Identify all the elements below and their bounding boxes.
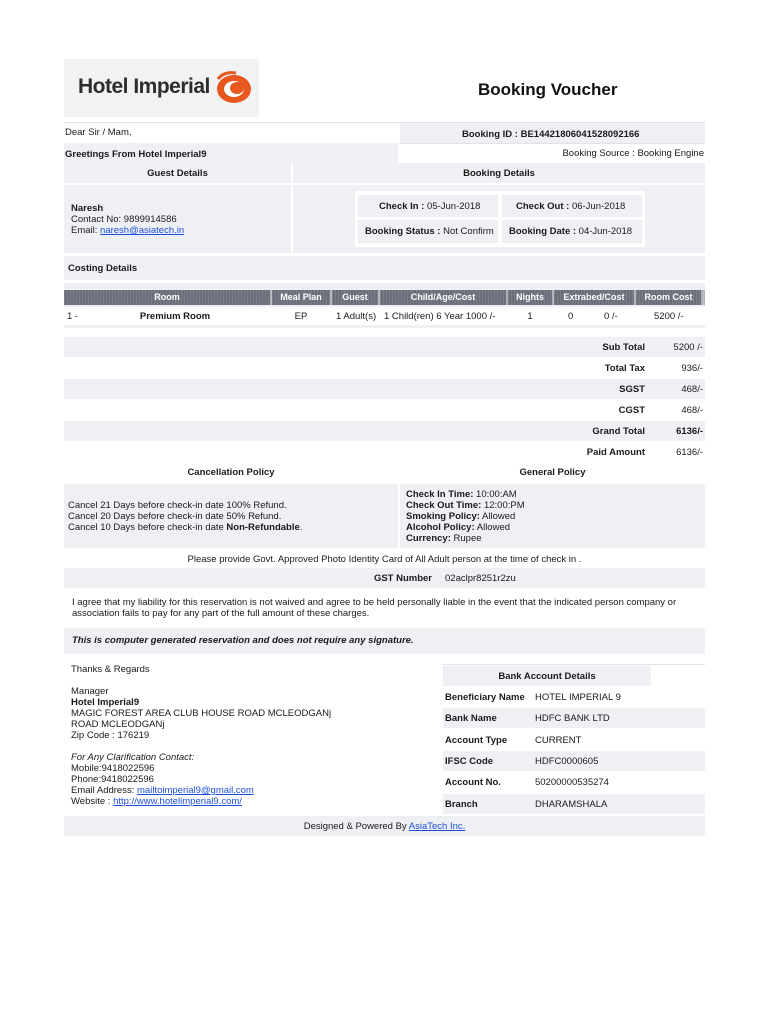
costing-heading-cell: [64, 256, 705, 280]
bank-value: CURRENT: [535, 735, 582, 746]
website-link[interactable]: http://www.hotelimperial9.com/: [113, 796, 242, 807]
row-extrabed: 0: [568, 311, 574, 322]
summary-label: Paid Amount: [586, 447, 645, 458]
page-title: Booking Voucher: [478, 80, 618, 99]
cancel-line-1: Cancel 21 Days before check-in date 100% Refund.: [68, 500, 287, 511]
gp-currency: Currency: Rupee: [406, 533, 482, 544]
logo-swirl-icon: [212, 69, 256, 107]
gp-alcohol: Alcohol Policy: Allowed: [406, 522, 511, 533]
logo-text: Hotel Imperial: [78, 75, 210, 98]
general-heading: General Policy: [519, 467, 586, 478]
bank-label: Account No.: [445, 777, 501, 788]
hotel-logo: [64, 59, 259, 117]
th-meal-plan: Meal Plan: [272, 290, 330, 305]
summary-value: 5200 /-: [673, 342, 703, 353]
zip-code: Zip Code : 176219: [71, 730, 150, 741]
manager: Manager: [71, 686, 109, 697]
bank-value: 50200000535274: [535, 777, 609, 788]
address-line-1: MAGIC FOREST AREA CLUB HOUSE ROAD MCLEODGANj: [71, 708, 332, 719]
bank-label: Beneficiary Name: [445, 692, 525, 703]
th-extrabed-cost: Extrabed/Cost: [554, 290, 634, 305]
bank-value: HDFC0000605: [535, 756, 599, 767]
gp-check-in: Check In Time: 10:00:AM: [406, 489, 517, 500]
hotel-email-link[interactable]: mailtoimperial9@gmail.com: [137, 785, 254, 796]
website-line: Website : http://www.hotelimperial9.com/: [71, 796, 242, 807]
bank-label: Account Type: [445, 735, 508, 746]
summary-value: 936/-: [681, 363, 703, 374]
designed-by: Designed & Powered By AsiaTech Inc.: [303, 821, 466, 832]
cancel-line-3: Cancel 10 Days before check-in date Non-Refundable.: [68, 522, 303, 533]
row-room: Premium Room: [139, 311, 211, 322]
summary-value: 468/-: [681, 384, 703, 395]
summary-label: Sub Total: [602, 342, 645, 353]
row-room-cost: 5200 /-: [654, 311, 684, 322]
th-child-age-cost: Child/Age/Cost: [380, 290, 506, 305]
booking-id-label: Booking ID : BE14421806041528092166: [462, 129, 640, 140]
mobile: Mobile:9418022596: [71, 763, 155, 774]
email-line: Email Address: mailtoimperial9@gmail.com: [71, 785, 254, 796]
summary-label: CGST: [618, 405, 645, 416]
check-out: Check Out : 06-Jun-2018: [516, 201, 626, 212]
bank-value: HDFC BANK LTD: [535, 713, 610, 724]
row-guest: 1 Adult(s): [336, 311, 377, 322]
greetings-from: Greetings From Hotel Imperial9: [65, 149, 207, 160]
gp-check-out: Check Out Time: 12:00:PM: [406, 500, 525, 511]
booking-source: Booking Source : Booking Engine: [562, 148, 704, 159]
agreement-text: I agree that my liability for this reservation is not waived and agree to be held personally liable in the event that the indicated person company or association fails to pay for any part of the full amount of these charges.: [72, 597, 677, 619]
footer-contact: [71, 664, 331, 807]
row-extrabed-cost: 0 /-: [604, 311, 618, 322]
bank-heading: Bank Account Details: [498, 671, 596, 682]
th-guest: Guest: [332, 290, 378, 305]
asiatech-link[interactable]: AsiaTech Inc.: [408, 821, 466, 832]
row-child: 1 Child(ren) 6 Year 1000 /-: [384, 311, 496, 322]
gst-label: GST Number: [373, 573, 432, 584]
row-index: 1 -: [67, 311, 79, 322]
bank-label: Bank Name: [445, 713, 497, 724]
bank-value: HOTEL IMPERIAL 9: [535, 692, 621, 703]
guest-details-heading: Guest Details: [147, 168, 208, 179]
bank-label: IFSC Code: [445, 756, 494, 767]
gst-number: 02aclpr8251r2zu: [445, 573, 516, 584]
booking-status: Booking Status : Not Confirm: [365, 226, 494, 237]
bank-value: DHARAMSHALA: [535, 799, 608, 810]
clarification-label: For Any Clarification Contact:: [71, 752, 195, 763]
th-room-cost: Room Cost: [636, 290, 701, 305]
row-meal-plan: EP: [294, 311, 308, 322]
id-notice: Please provide Govt. Approved Photo Identity Card of All Adult person at the time of check in .: [187, 554, 582, 565]
check-in: Check In : 05-Jun-2018: [379, 201, 481, 212]
address-line-2: ROAD MCLEODGANj: [71, 719, 165, 730]
booking-details-heading: Booking Details: [463, 168, 535, 179]
guest-email-line: Email: naresh@asiatech.in: [71, 225, 185, 236]
bank-divider: [443, 664, 705, 665]
booking-id-value: BE14421806041528092166: [520, 129, 640, 140]
computer-generated-note: This is computer generated reservation and does not require any signature.: [72, 635, 414, 646]
guest-contact: Contact No: 9899914586: [71, 214, 177, 225]
cancellation-heading: Cancellation Policy: [187, 467, 275, 478]
cancel-line-2: Cancel 20 Days before check-in date 50% Refund.: [68, 511, 282, 522]
costing-heading: Costing Details: [68, 263, 138, 274]
greeting-text: Dear Sir / Mam,: [65, 127, 132, 138]
row-nights: 1: [527, 311, 533, 322]
guest-email-link[interactable]: naresh@asiatech.in: [100, 225, 185, 236]
th-nights: Nights: [508, 290, 552, 305]
summary-label: Grand Total: [592, 426, 645, 437]
guest-name: Naresh: [71, 203, 104, 214]
thanks: Thanks & Regards: [71, 664, 150, 675]
booking-date: Booking Date : 04-Jun-2018: [509, 226, 633, 237]
summary-value: 468/-: [681, 405, 703, 416]
phone: Phone:9418022596: [71, 774, 154, 785]
gp-smoking: Smoking Policy: Allowed: [406, 511, 516, 522]
summary-value: 6136/-: [676, 447, 703, 458]
summary-label: Total Tax: [604, 363, 645, 374]
th-room: Room: [64, 290, 270, 305]
summary-value: 6136/-: [676, 426, 703, 437]
bank-label: Branch: [445, 799, 478, 810]
cancellation-policy: [68, 500, 302, 533]
summary-label: SGST: [619, 384, 645, 395]
hotel-name: Hotel Imperial9: [71, 697, 140, 708]
general-policy: [406, 489, 525, 544]
